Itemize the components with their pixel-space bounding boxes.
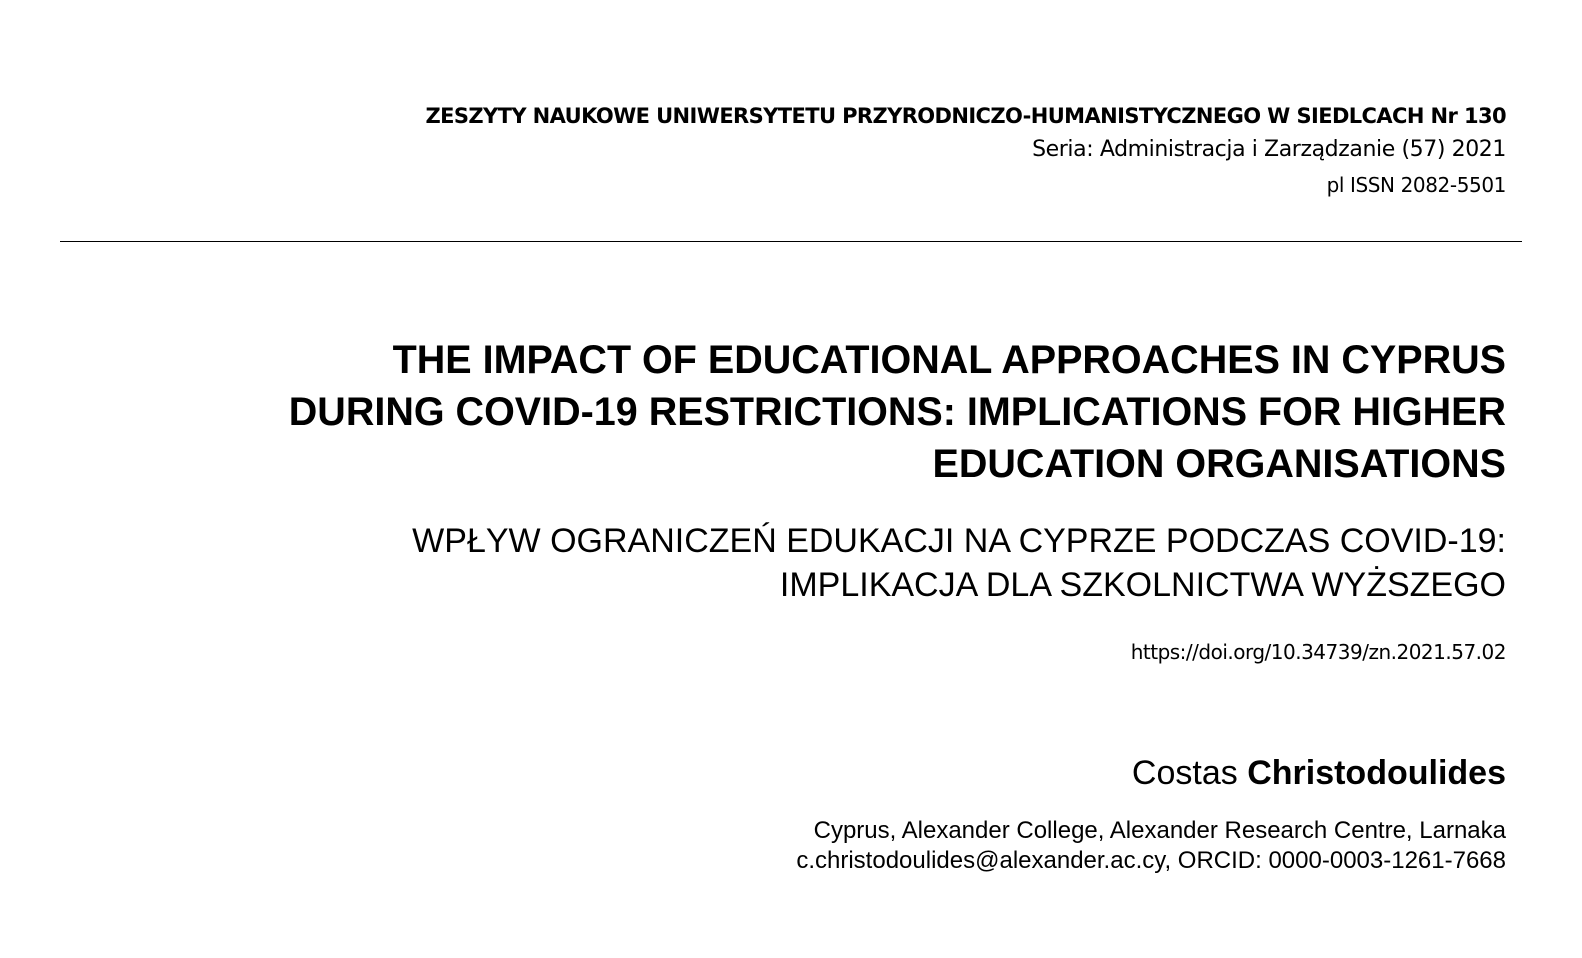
doi-link[interactable]: https://doi.org/10.34739/zn.2021.57.02 [1130,640,1506,664]
title-en-line: THE IMPACT OF EDUCATIONAL APPROACHES IN CYPRUS [392,338,1506,382]
title-en-line: DURING COVID-19 RESTRICTIONS: IMPLICATIONS FOR HIGHER [288,390,1506,434]
title-pl-line: IMPLIKACJA DLA SZKOLNICTWA WYŻSZEGO [779,566,1506,604]
title-en-line: EDUCATION ORGANISATIONS [932,442,1506,486]
journal-issn: pl ISSN 2082-5501 [1326,173,1506,197]
author-surname: Christodoulides [1247,754,1506,792]
author-contact: c.christodoulides@alexander.ac.cy, ORCID: 0000-0003-1261-7668 [796,847,1506,874]
journal-series: Seria: Administracja i Zarządzanie (57) 2021 [1032,137,1506,162]
author-affiliation: Cyprus, Alexander College, Alexander Research Centre, Larnaka [813,817,1506,844]
title-pl-line: WPŁYW OGRANICZEŃ EDUKACJI NA CYPRZE PODCZAS COVID-19: [412,522,1506,560]
article-title-polish [206,519,1506,607]
journal-header [426,100,1507,202]
journal-name: ZESZYTY NAUKOWE UNIWERSYTETU PRZYRODNICZO-HUMANISTYCZNEGO W SIEDLCACH Nr 130 [425,104,1506,128]
author-first-name: Costas [1131,754,1238,792]
header-divider [60,241,1522,242]
article-title-english [146,334,1506,490]
author-affiliation-block [796,816,1506,876]
author-name [1132,752,1506,794]
